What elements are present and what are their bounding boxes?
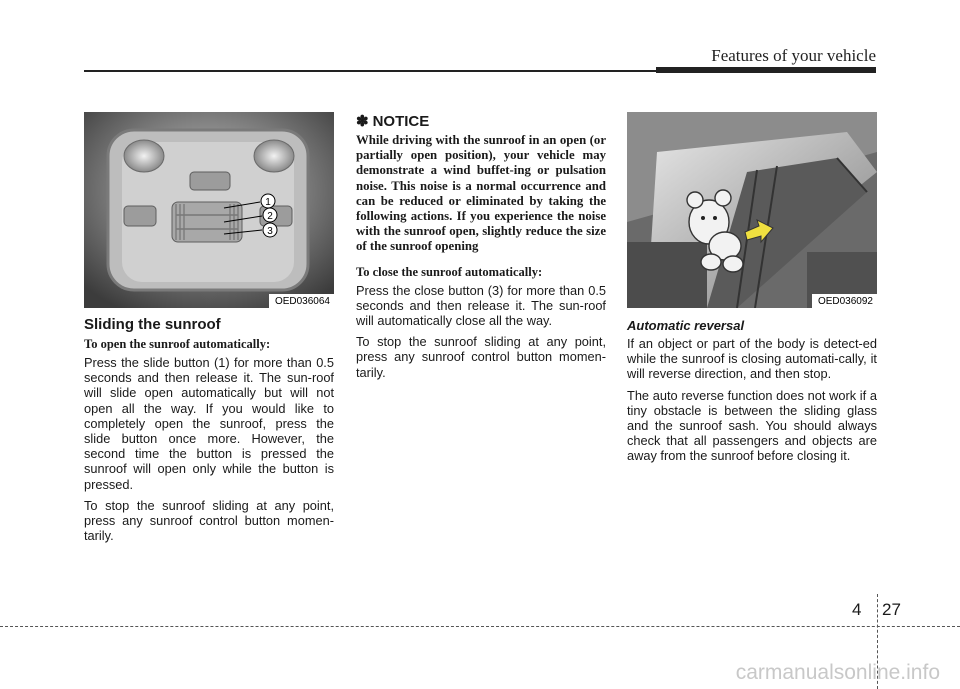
callout-2: 2 (267, 211, 273, 222)
subheading: To open the sunroof automatically: (84, 337, 271, 351)
column-left (84, 112, 334, 549)
sunroof-reversal-photo (627, 112, 877, 308)
column-middle (356, 112, 606, 386)
overhead-console-photo (84, 112, 334, 308)
notice-heading (356, 112, 606, 130)
callout-3: 3 (267, 226, 273, 237)
page-header-title: Features of your vehicle (711, 46, 876, 65)
paragraph: If an object or part of the body is detect-ed while the sunroof is closing automati-cally, it will reverse direction, and then stop. (627, 336, 877, 382)
figure-caption: OED036092 (812, 294, 877, 308)
callout-1: 1 (265, 197, 271, 208)
chapter-number: 4 (852, 600, 862, 619)
figure-caption: OED036064 (269, 294, 334, 308)
notice-body: While driving with the sunroof in an open (or partially open position), your vehicle may demonstrate a wind buffet-ing or pulsation noise. This noise is a normal occurrence and can be reduced or eliminated by taking the following actions. If you experience the noise with the sunroof open, slightly reduce the size of the sunroof opening (356, 133, 606, 254)
section-heading: Sliding the sunroof (84, 316, 221, 333)
footer-rule (0, 626, 960, 627)
notice-label: NOTICE (372, 112, 430, 130)
header-rule-accent (656, 67, 876, 73)
paragraph: To stop the sunroof sliding at any point, press any sunroof control button momen-tarily. (84, 497, 334, 544)
paragraph: Press the slide button (1) for more than 0.5 seconds and then release it. The sun-roof will slide open automatically but will not open all the way. If you would like to completely open the sunroof, press the slide button once more. However, the second time the button is pressed the sunroof will open only while the button is pressed. (84, 355, 334, 492)
paragraph: Press the close button (3) for more than 0.5 seconds and then release it. The sun-roof will automatically close all the way. (356, 282, 606, 329)
page-number: 27 (882, 600, 901, 619)
star-asterisk-icon: ✽ (356, 113, 369, 130)
paragraph: To stop the sunroof sliding at any point, press any sunroof control button momen-tarily. (356, 334, 606, 380)
watermark: carmanualsonline.info (735, 661, 940, 684)
subheading: To close the sunroof automatically: (356, 264, 543, 279)
section-heading: Automatic reversal (627, 318, 745, 333)
column-right (627, 112, 877, 470)
paragraph: The auto reverse function does not work if a tiny obstacle is between the sliding glass and the sunroof sash. You should always check that all passengers and objects are away from the sunroof before closing it. (627, 387, 877, 464)
